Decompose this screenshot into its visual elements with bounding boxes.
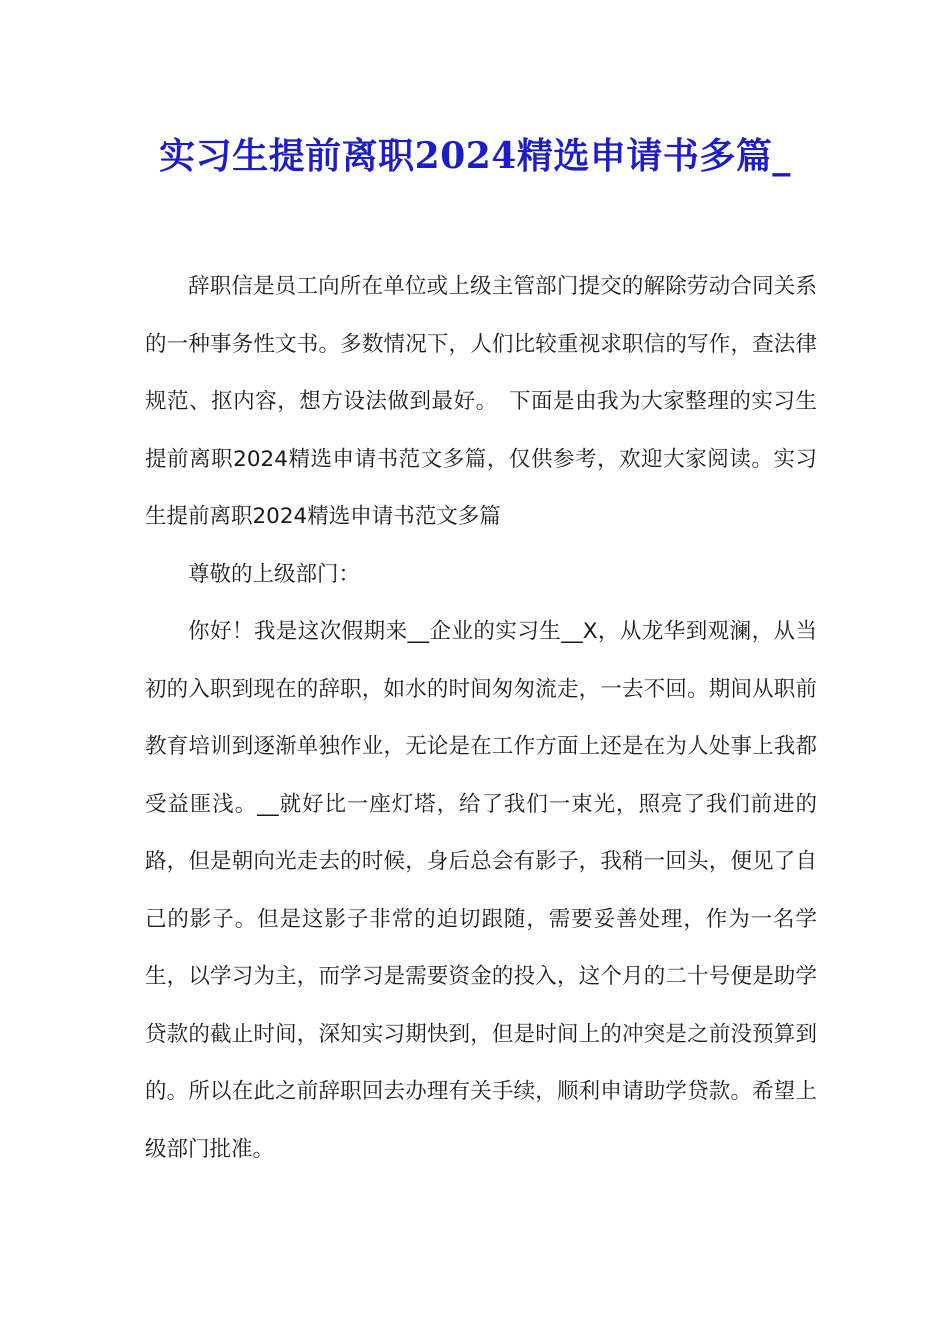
paragraph-intro: 辞职信是员工向所在单位或上级主管部门提交的解除劳动合同关系的一种事务性文书。多数情况下，人们比较重视求职信的写作，查法律规范、抠内容，想方设法做到最好。 下面是由我为大家整理的实习生提前离职2024精选申请书范文多篇，仅供参考，欢迎大家阅读。实习生提前离职2024精选申请书范文多篇	[145, 274, 817, 529]
paragraph-salutation: 尊敬的上级部门：	[188, 561, 361, 587]
document-title: 实习生提前离职2024精选申请书多篇_	[159, 135, 791, 177]
paragraph-main: 你好！我是这次假期来__企业的实习生__X，从龙华到观澜，从当初的入职到现在的辞职，如水的时间匆匆流走，一去不回。期间从职前教育培训到逐渐单独作业，无论是在工作方面上还是在为人处事上我都受益匪浅。__就好比一座灯塔，给了我们一束光，照亮了我们前进的路，但是朝向光走去的时候，身后总会有影子，我稍一回头，便见了自己的影子。但是这影子非常的迫切跟随，需要妥善处理，作为一名学生，以学习为主，而学习是需要资金的投入，这个月的二十号便是助学贷款的截止时间，深知实习期快到，但是时间上的冲突是之前没预算到的。所以在此之前辞职回去办理有关手续，顺利申请助学贷款。希望上级部门批准。	[145, 619, 817, 1162]
document-body	[145, 258, 817, 1178]
